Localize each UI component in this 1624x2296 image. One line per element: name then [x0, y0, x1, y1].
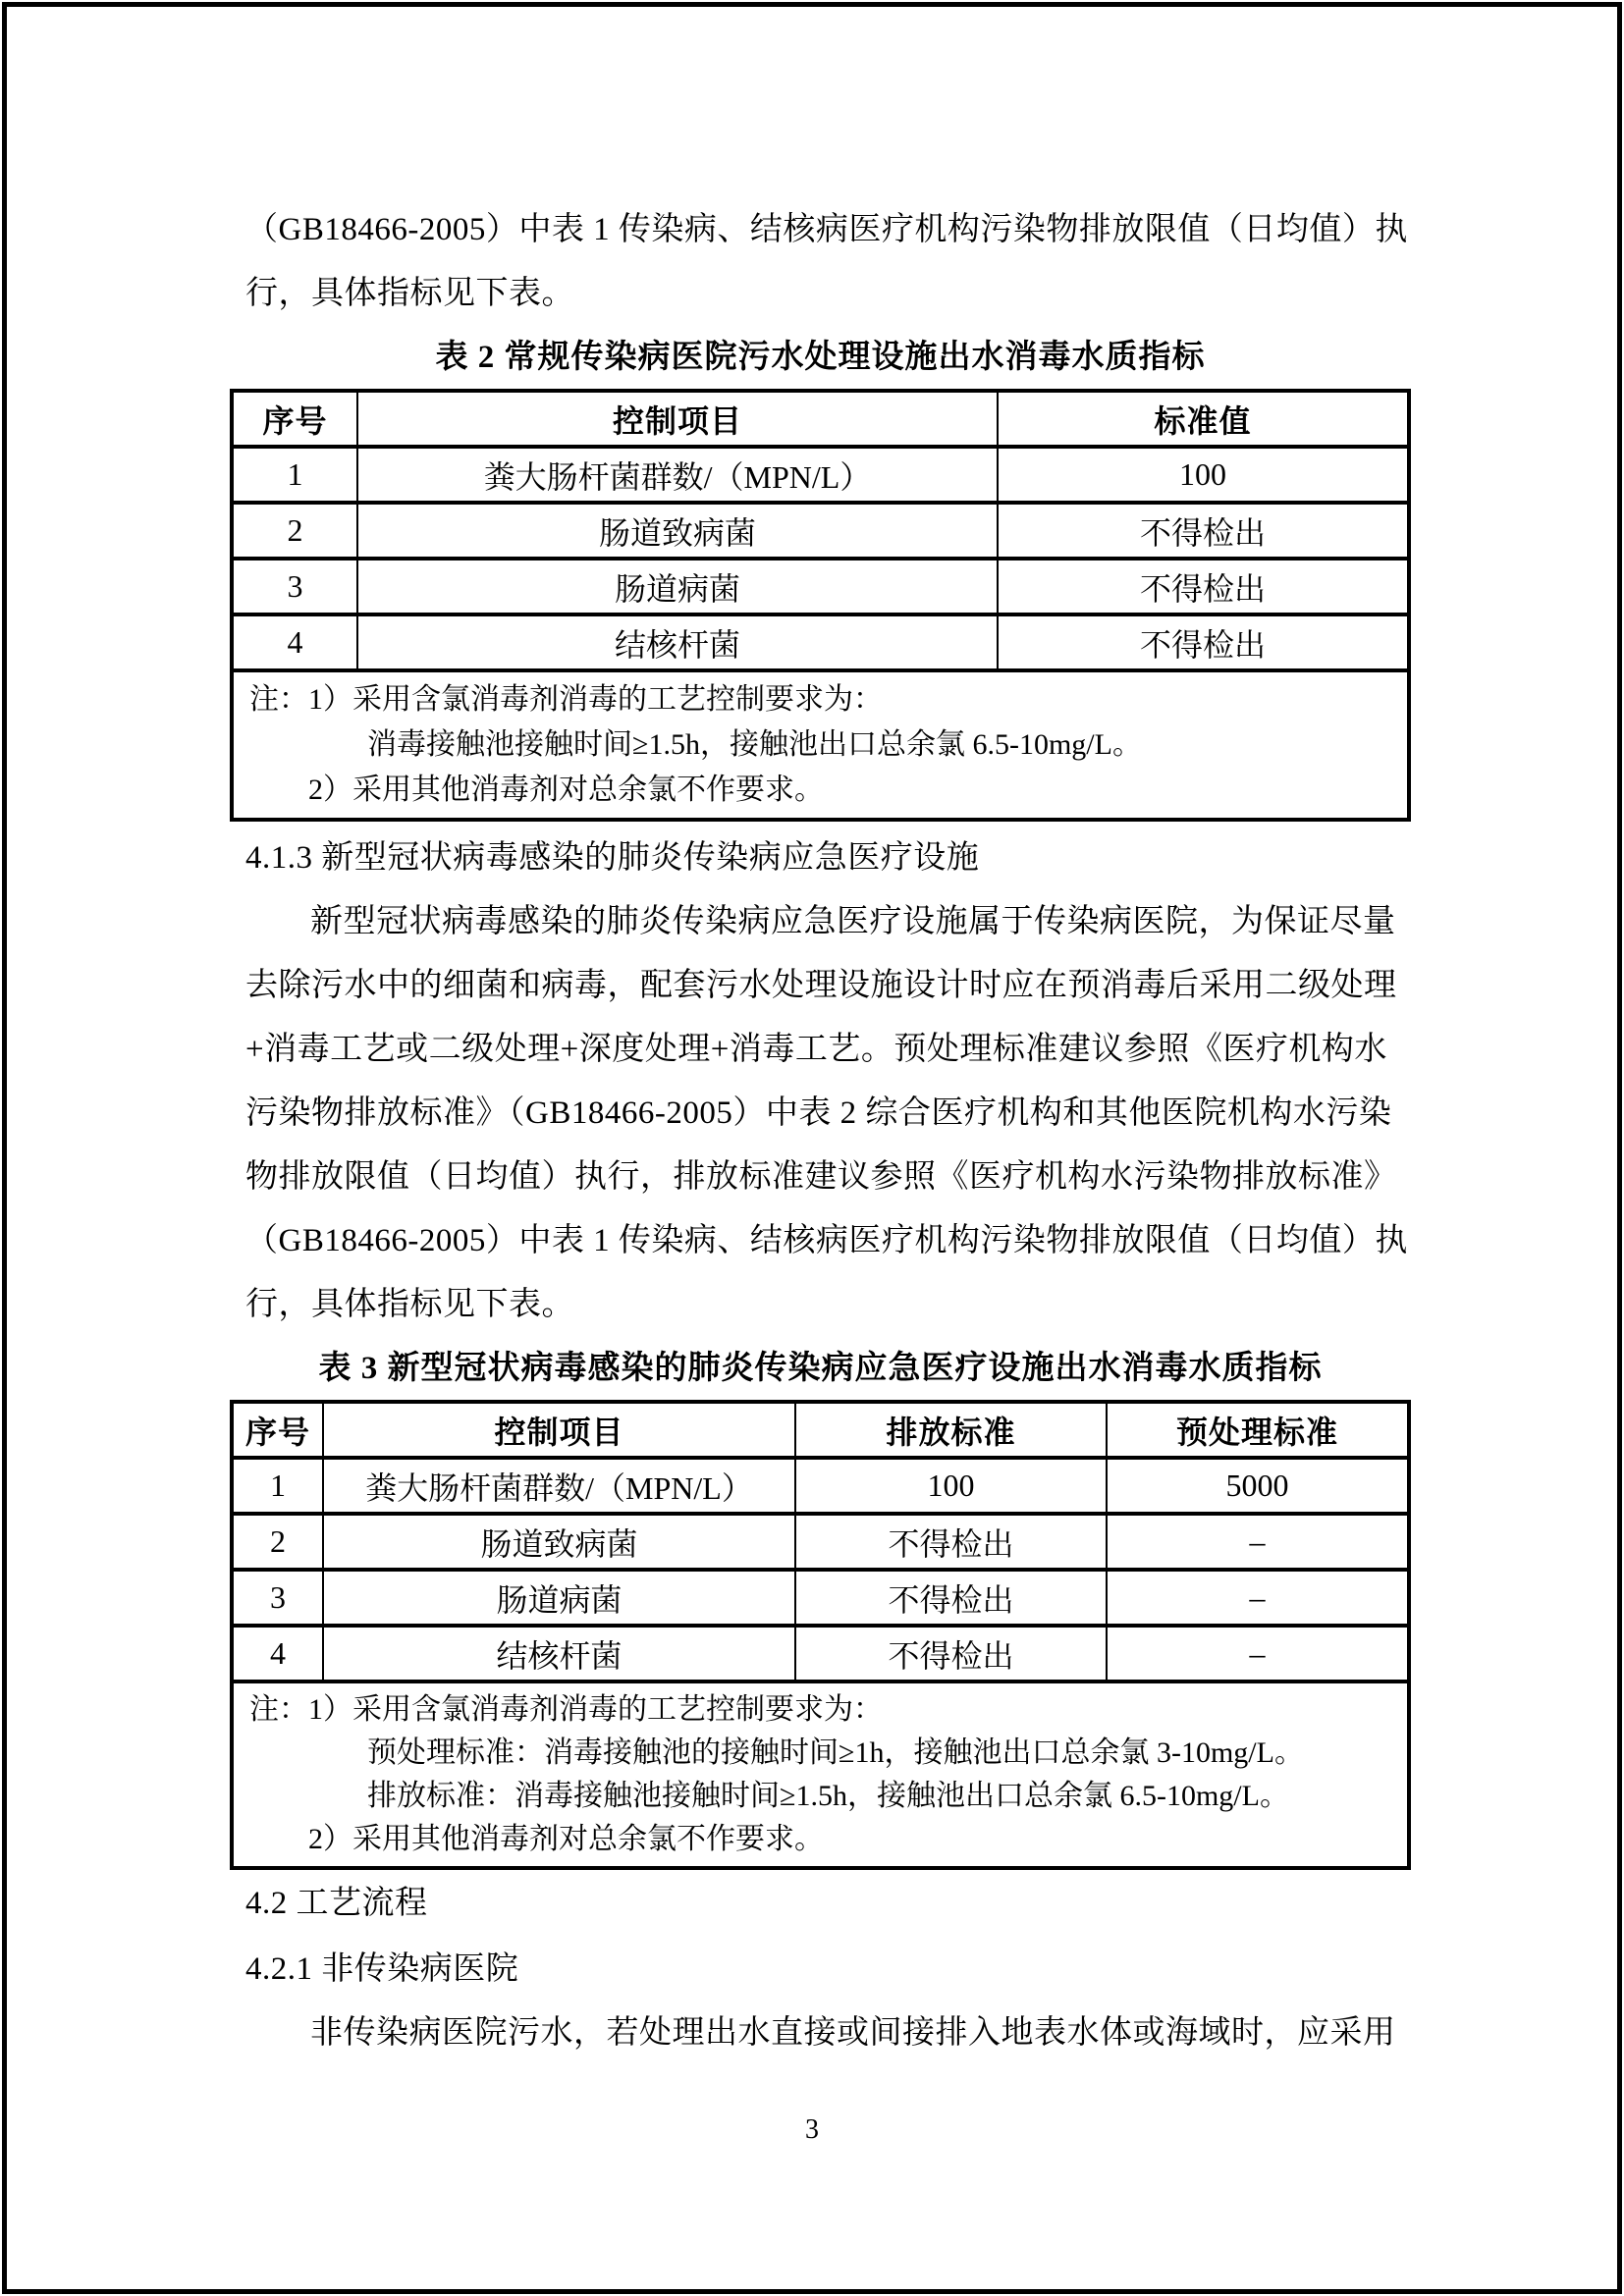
paragraph-line: （GB18466-2005）中表 1 传染病、结核病医疗机构污染物排放限值（日均值）执	[245, 1223, 1408, 1258]
table2-header-row	[232, 391, 1409, 447]
table2-cell: 不得检出	[998, 559, 1409, 614]
table2-row	[232, 503, 1409, 559]
table3-note-line: 排放标准：消毒接触池接触时间≥1.5h，接触池出口总余氯 6.5-10mg/L。	[367, 1780, 1289, 1812]
table3-cell: –	[1107, 1570, 1409, 1626]
page-number: 3	[805, 2114, 819, 2145]
table2-cell: 粪大肠杆菌群数/（MPN/L）	[357, 447, 998, 503]
paragraph-line: 非传染病医院污水，若处理出水直接或间接排入地表水体或海域时，应采用	[310, 2015, 1396, 2051]
table3-cell: 肠道致病菌	[323, 1514, 795, 1570]
table3-cell: 2	[232, 1514, 323, 1570]
table3-cell: 100	[795, 1458, 1107, 1514]
table3-note-line: 注：1）采用含氯消毒剂消毒的工艺控制要求为：	[249, 1693, 883, 1726]
table3	[230, 1400, 1411, 1870]
table2-note-line: 2）采用其他消毒剂对总余氯不作要求。	[308, 774, 824, 806]
table2-header-cell: 标准值	[998, 391, 1409, 447]
table3-cell: 不得检出	[795, 1626, 1107, 1682]
table2-cell: 2	[232, 503, 357, 559]
table3-row	[232, 1570, 1409, 1626]
table3-cell: 结核杆菌	[323, 1626, 795, 1682]
table3-row	[232, 1626, 1409, 1682]
table3-cell: –	[1107, 1626, 1409, 1682]
intro-line: 行，具体指标见下表。	[245, 276, 574, 311]
table2-notes-cell	[232, 670, 1409, 820]
table3-cell: 1	[232, 1458, 323, 1514]
table2-cell: 肠道病菌	[357, 559, 998, 614]
table3-cell: 5000	[1107, 1458, 1409, 1514]
table2-row	[232, 447, 1409, 503]
paragraph-line: 污染物排放标准》（GB18466-2005）中表 2 综合医疗机构和其他医院机构水污染	[245, 1095, 1392, 1131]
table2-note-line: 注：1）采用含氯消毒剂消毒的工艺控制要求为：	[249, 683, 883, 716]
page-content	[7, 7, 1617, 2065]
table2-cell: 不得检出	[998, 614, 1409, 670]
table3-header-cell: 控制项目	[323, 1402, 795, 1458]
document-page	[2, 2, 1622, 2294]
table3-notes-row	[232, 1682, 1409, 1868]
paragraph-line: 去除污水中的细菌和病毒，配套污水处理设施设计时应在预消毒后采用二级处理	[245, 968, 1397, 1003]
intro-paragraph	[230, 198, 1411, 326]
table3-note-line: 2）采用其他消毒剂对总余氯不作要求。	[308, 1823, 824, 1855]
table3-caption: 表 3 新型冠状病毒感染的肺炎传染病应急医疗设施出水消毒水质指标	[318, 1351, 1323, 1386]
table3-header-cell: 预处理标准	[1107, 1402, 1409, 1458]
paragraph-line: 新型冠状病毒感染的肺炎传染病应急医疗设施属于传染病医院，为保证尽量	[310, 904, 1396, 939]
table3-cell: 3	[232, 1570, 323, 1626]
table3-header-row	[232, 1402, 1409, 1458]
table3-cell: 不得检出	[795, 1570, 1107, 1626]
section-4-1-3-paragraph	[230, 890, 1411, 1337]
table2-cell: 不得检出	[998, 503, 1409, 559]
table2-cell: 结核杆菌	[357, 614, 998, 670]
table3-row	[232, 1514, 1409, 1570]
paragraph-line: 物排放限值（日均值）执行，排放标准建议参照《医疗机构水污染物排放标准》	[245, 1159, 1397, 1195]
table2-note-line: 消毒接触池接触时间≥1.5h，接触池出口总余氯 6.5-10mg/L。	[367, 728, 1142, 761]
table2-notes-row	[232, 670, 1409, 820]
table2-row	[232, 559, 1409, 614]
table2-cell: 3	[232, 559, 357, 614]
table3-notes-cell	[232, 1682, 1409, 1868]
table2-cell: 100	[998, 447, 1409, 503]
table3-header-cell: 排放标准	[795, 1402, 1107, 1458]
intro-line: （GB18466-2005）中表 1 传染病、结核病医疗机构污染物排放限值（日均值）执	[245, 212, 1408, 247]
paragraph-line: +消毒工艺或二级处理+深度处理+消毒工艺。预处理标准建议参照《医疗机构水	[245, 1032, 1387, 1067]
table2	[230, 389, 1411, 822]
table3-note-line: 预处理标准：消毒接触池的接触时间≥1h，接触池出口总余氯 3-10mg/L。	[367, 1736, 1304, 1769]
table3-cell: 不得检出	[795, 1514, 1107, 1570]
table2-cell: 肠道致病菌	[357, 503, 998, 559]
table3-cell: 粪大肠杆菌群数/（MPN/L）	[323, 1458, 795, 1514]
section-4-2-heading: 4.2 工艺流程	[245, 1886, 428, 1921]
table3-cell: –	[1107, 1514, 1409, 1570]
table2-cell: 4	[232, 614, 357, 670]
table2-header-cell: 序号	[232, 391, 357, 447]
table2-cell: 1	[232, 447, 357, 503]
table2-row	[232, 614, 1409, 670]
table2-caption: 表 2 常规传染病医院污水处理设施出水消毒水质指标	[435, 340, 1206, 375]
table3-cell: 肠道病菌	[323, 1570, 795, 1626]
table3-header-cell: 序号	[232, 1402, 323, 1458]
table3-row	[232, 1458, 1409, 1514]
section-4-2-1-heading: 4.2.1 非传染病医院	[245, 1951, 519, 1987]
paragraph-line: 行，具体指标见下表。	[245, 1287, 574, 1322]
section-4-2-1-paragraph	[230, 2002, 1411, 2065]
section-4-1-3-heading: 4.1.3 新型冠状病毒感染的肺炎传染病应急医疗设施	[245, 840, 980, 876]
table3-cell: 4	[232, 1626, 323, 1682]
table2-header-cell: 控制项目	[357, 391, 998, 447]
